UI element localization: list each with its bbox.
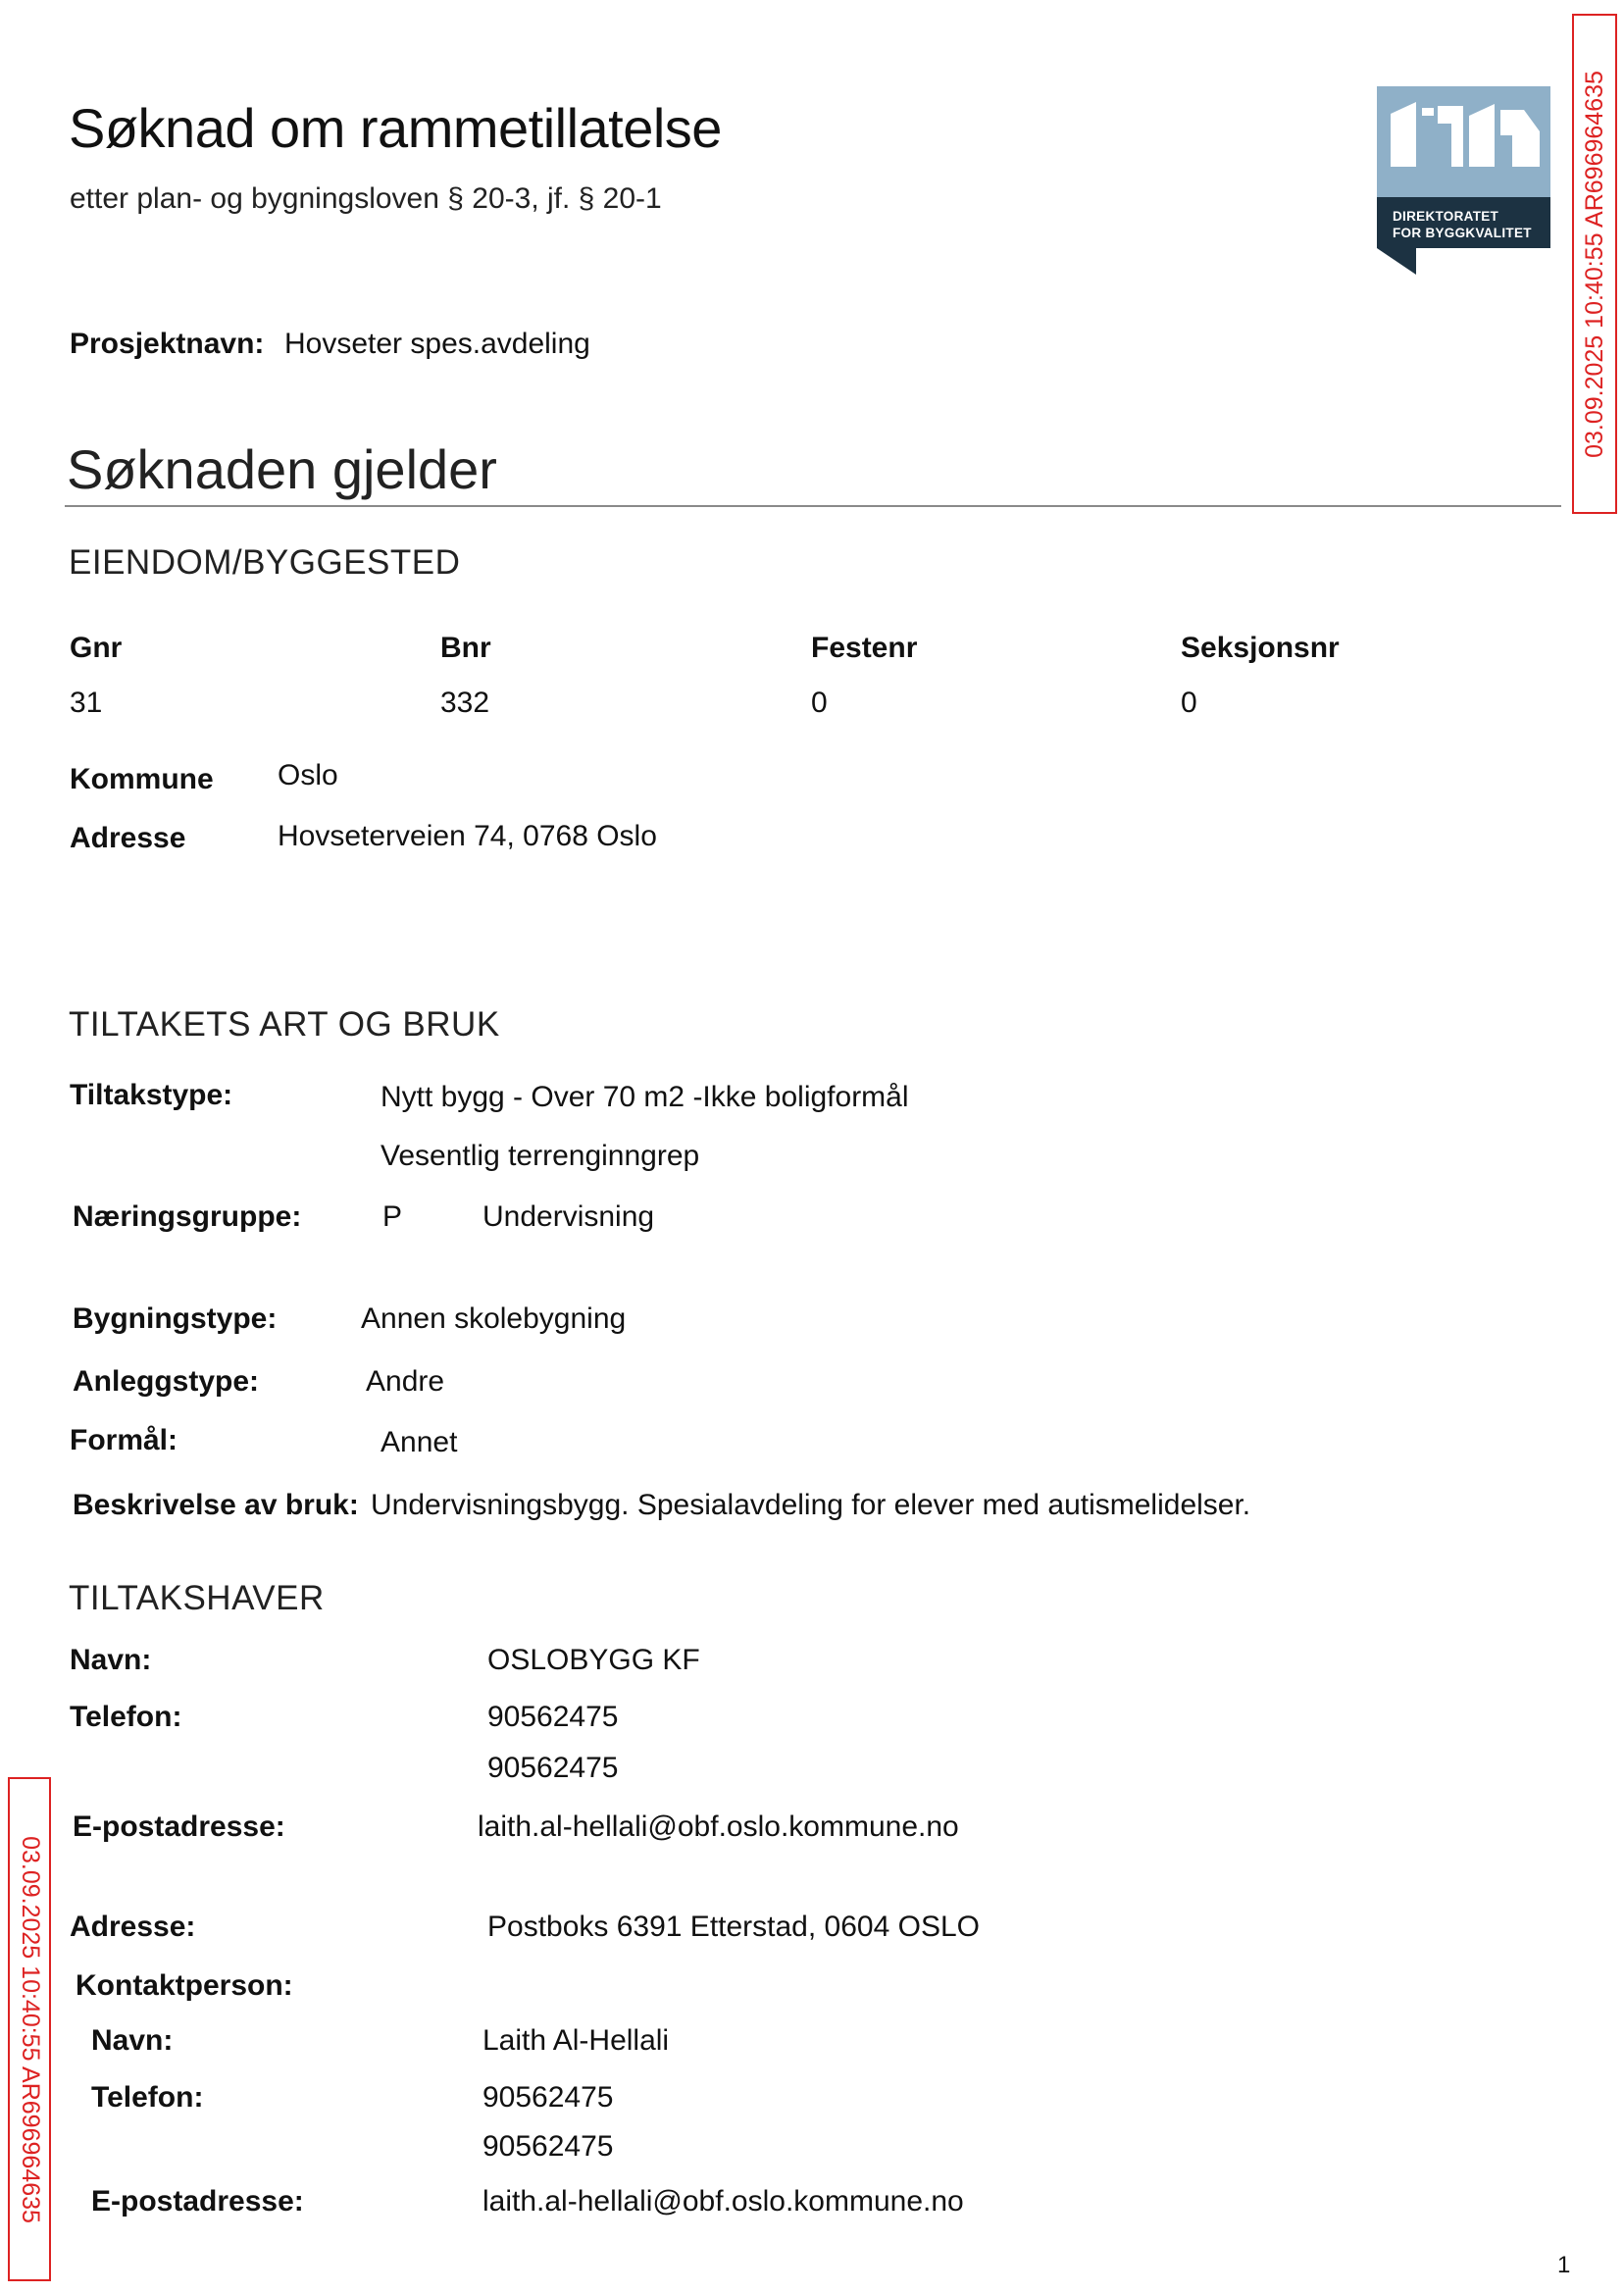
property-heading: EIENDOM/BYGGESTED — [69, 543, 461, 582]
logo-text-line2: FOR BYGGKVALITET — [1393, 226, 1532, 240]
stamp-text-top: 03.09.2025 10:40:55 AR696964635 — [1580, 70, 1608, 458]
kontaktperson-label: Kontaktperson: — [76, 1969, 293, 2002]
bnr-value: 332 — [440, 687, 490, 719]
page-number: 1 — [1557, 2252, 1571, 2278]
festenr-label: Festenr — [811, 632, 918, 664]
timestamp-stamp-top — [1572, 14, 1617, 514]
kontakt-navn-label: Navn: — [91, 2024, 174, 2057]
formal-label: Formål: — [70, 1424, 178, 1456]
section-title: Søknaden gjelder — [67, 438, 497, 500]
document-subtitle: etter plan- og bygningsloven § 20-3, jf. § 20-1 — [70, 182, 662, 215]
tiltakshaver-heading: TILTAKSHAVER — [69, 1579, 325, 1617]
kontakt-navn-value: Laith Al-Hellali — [482, 2024, 670, 2057]
tiltakstype-value-2: Vesentlig terrenginngrep — [381, 1140, 700, 1172]
adresse-value: Hovseterveien 74, 0768 Oslo — [278, 820, 657, 852]
bnr-label: Bnr — [440, 632, 491, 664]
seksjonsnr-value: 0 — [1181, 687, 1197, 719]
stamp-text-left: 03.09.2025 10:40:55 AR696964635 — [16, 1835, 44, 2223]
tiltakshaver-epost-label: E-postadresse: — [73, 1810, 285, 1843]
document-title: Søknad om rammetillatelse — [69, 97, 722, 159]
tiltakshaver-telefon-value-2: 90562475 — [487, 1752, 619, 1784]
tiltakshaver-adresse-label: Adresse: — [70, 1911, 196, 1943]
naeringsgruppe-code: P — [382, 1200, 403, 1233]
tiltakstype-label: Tiltakstype: — [70, 1079, 233, 1111]
festenr-value: 0 — [811, 687, 828, 719]
bygningstype-label: Bygningstype: — [73, 1302, 278, 1335]
bygningstype-value: Annen skolebygning — [361, 1302, 627, 1335]
kontakt-telefon-value-1: 90562475 — [482, 2081, 614, 2114]
kommune-label: Kommune — [70, 763, 214, 795]
formal-value: Annet — [381, 1426, 458, 1458]
section-divider — [65, 505, 1561, 507]
beskrivelse-value: Undervisningsbygg. Spesialavdeling for elever med autismelidelser. — [371, 1489, 1251, 1521]
gnr-label: Gnr — [70, 632, 123, 664]
kontakt-telefon-value-2: 90562475 — [482, 2130, 614, 2163]
logo-text-line1: DIREKTORATET — [1393, 209, 1499, 224]
tiltakshaver-epost-value: laith.al-hellali@obf.oslo.kommune.no — [478, 1810, 959, 1843]
tiltakstype-value-1: Nytt bygg - Over 70 m2 -Ikke boligformål — [381, 1081, 909, 1113]
kontakt-epost-label: E-postadresse: — [91, 2185, 304, 2218]
anleggstype-label: Anleggstype: — [73, 1365, 260, 1398]
tiltakshaver-telefon-label: Telefon: — [70, 1701, 182, 1733]
tiltakshaver-navn-label: Navn: — [70, 1644, 152, 1676]
kontakt-telefon-label: Telefon: — [91, 2081, 204, 2114]
naeringsgruppe-value: Undervisning — [482, 1200, 655, 1233]
beskrivelse-label: Beskrivelse av bruk: — [73, 1489, 359, 1521]
kommune-value: Oslo — [278, 759, 338, 791]
tiltak-heading: TILTAKETS ART OG BRUK — [69, 1005, 500, 1044]
tiltakshaver-navn-value: OSLOBYGG KF — [487, 1644, 700, 1676]
gnr-value: 31 — [70, 687, 103, 719]
tiltakshaver-adresse-value: Postboks 6391 Etterstad, 0604 OSLO — [487, 1911, 980, 1943]
tiltakshaver-telefon-value-1: 90562475 — [487, 1701, 619, 1733]
dibk-logo — [1377, 86, 1550, 275]
timestamp-stamp-left — [8, 1777, 51, 2281]
project-name-label: Prosjektnavn: — [70, 328, 265, 360]
project-name-value: Hovseter spes.avdeling — [284, 328, 590, 360]
seksjonsnr-label: Seksjonsnr — [1181, 632, 1340, 664]
naeringsgruppe-label: Næringsgruppe: — [73, 1200, 302, 1233]
adresse-label: Adresse — [70, 822, 186, 854]
anleggstype-value: Andre — [366, 1365, 445, 1398]
kontakt-epost-value: laith.al-hellali@obf.oslo.kommune.no — [482, 2185, 964, 2218]
